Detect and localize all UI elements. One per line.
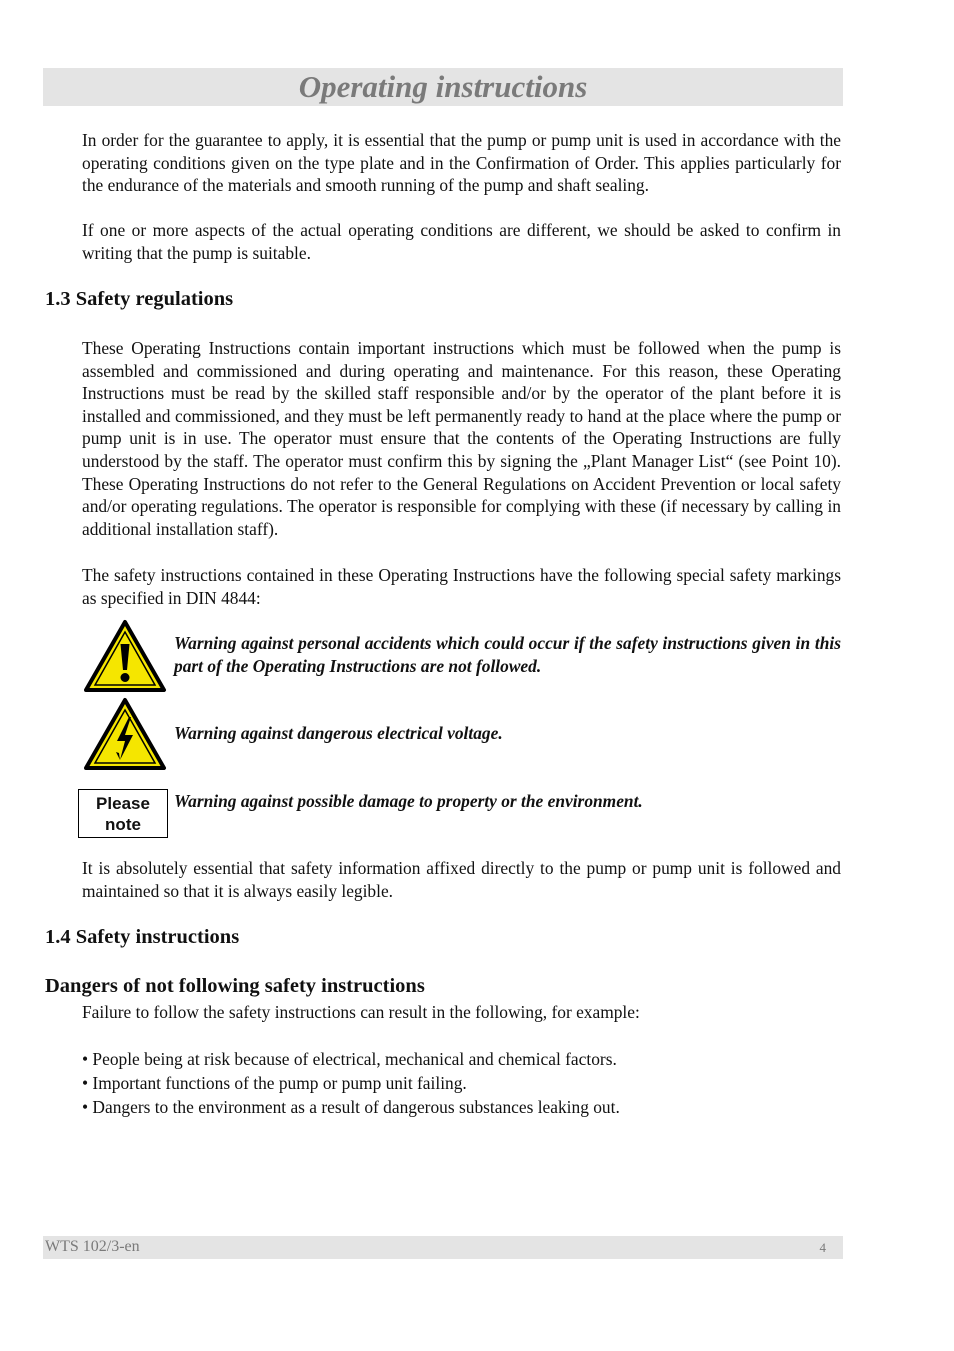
general-warning-icon xyxy=(83,619,167,693)
page-title: Operating instructions xyxy=(298,69,588,104)
safety-regulations-paragraph-1: These Operating Instructions contain important instructions which must be followed when the pump is assembled and commissioned and during operating and maintenance. For this reason, these Operating Instructions must be read by the skilled staff responsible and/or by the operator of the plant before it is installed and commissioned, and they must be left permanently ready to hand at the place where the pump or pump unit is in use. The operator must ensure that the contents of the Operating Instructions are fully understood by the staff. The operator must confirm this by signing the „Plant Manager List“ (see Point 10). These Operating Instructions do not refer to the General Regulations on Accident Prevention or local safety and/or operating regulations. The operator is responsible for complying with these (if necessary by calling in additional installation staff). xyxy=(82,338,841,539)
footer-page-number: 4 xyxy=(819,1240,826,1255)
section-heading-safety-instructions: 1.4 Safety instructions xyxy=(45,926,240,948)
subheading-dangers: Dangers of not following safety instructions xyxy=(45,975,425,997)
title-bar xyxy=(43,68,843,106)
warning-text-property-damage: Warning against possible damage to property or the environment. xyxy=(174,791,643,811)
warning-text-electrical-voltage: Warning against dangerous electrical voltage. xyxy=(174,723,503,743)
please-note-label-line-1: Please xyxy=(96,794,150,813)
please-note-box xyxy=(78,789,168,838)
intro-paragraph-1: In order for the guarantee to apply, it is essential that the pump or pump unit is used in accordance with the operating conditions given on the type plate and in the Confirmation of Order. This applies particularly for the endurance of the materials and smooth running of the pump and shaft sealing. xyxy=(82,130,841,196)
list-item: • People being at risk because of electrical, mechanical and chemical factors. xyxy=(82,1049,617,1069)
dangers-intro: Failure to follow the safety instructions can result in the following, for example: xyxy=(82,1002,640,1022)
intro-paragraph-2: If one or more aspects of the actual operating conditions are different, we should be asked to confirm in writing that the pump is suitable. xyxy=(82,220,841,263)
footer-document-id: WTS 102/3-en xyxy=(45,1238,140,1255)
dangers-list xyxy=(82,1047,841,1119)
electrical-voltage-icon xyxy=(83,697,167,771)
section-heading-safety-regulations: 1.3 Safety regulations xyxy=(45,288,234,310)
footer-bar xyxy=(43,1236,843,1259)
warning-text-personal-accidents: Warning against personal accidents which could occur if the safety instructions given in this part of the Operating Instructions are not followed. xyxy=(174,633,841,676)
list-item: • Important functions of the pump or pump unit failing. xyxy=(82,1073,467,1093)
safety-regulations-paragraph-2: The safety instructions contained in these Operating Instructions have the following special safety markings as specified in DIN 4844: xyxy=(82,565,841,608)
safety-regulations-paragraph-3: It is absolutely essential that safety information affixed directly to the pump or pump unit is followed and maintained so that it is always easily legible. xyxy=(82,858,841,901)
please-note-label-line-2: note xyxy=(105,815,141,834)
list-item: • Dangers to the environment as a result of dangerous substances leaking out. xyxy=(82,1097,620,1117)
